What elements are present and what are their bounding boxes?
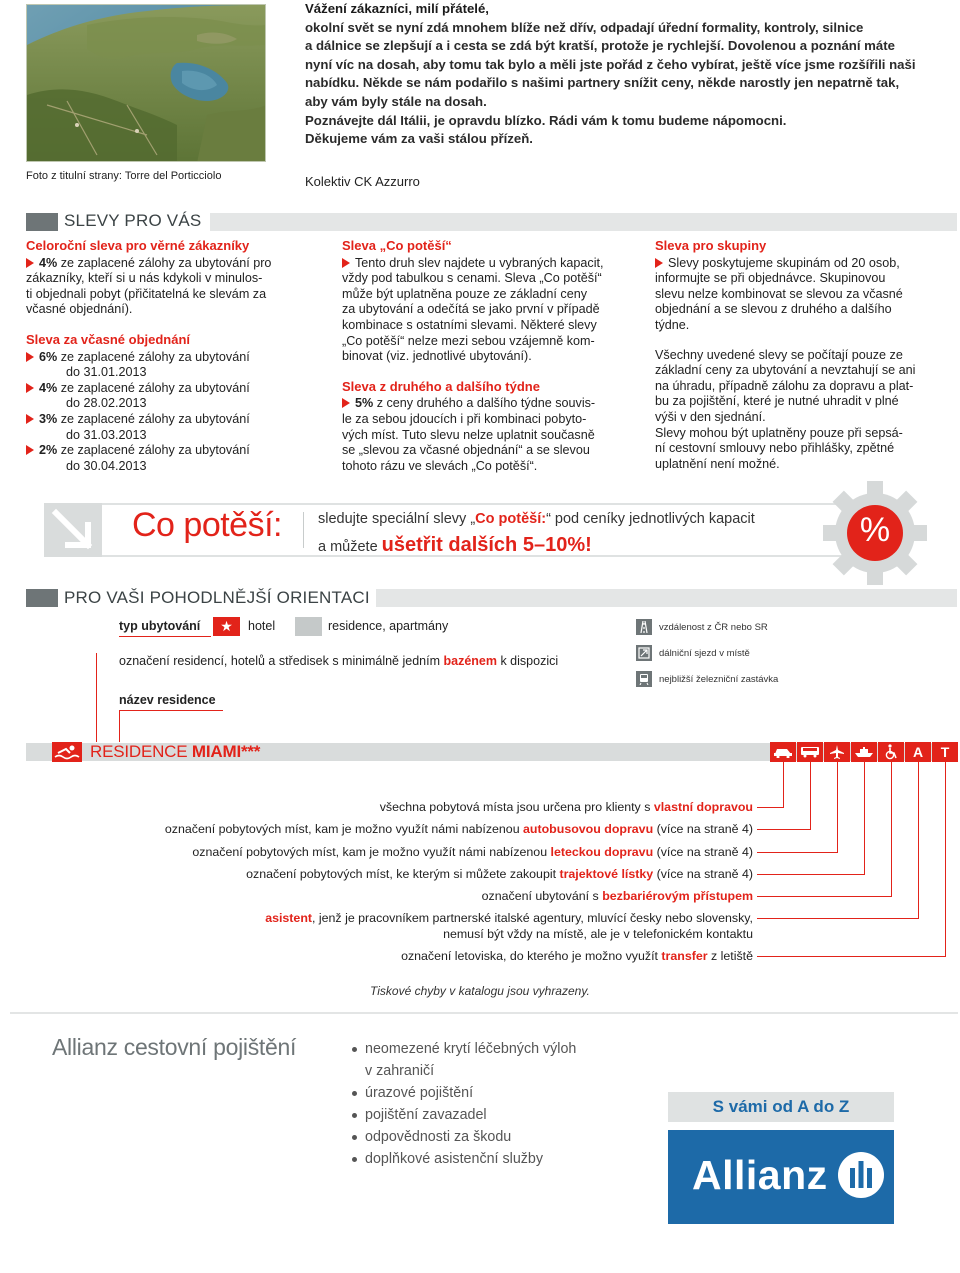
- triangle-bullet-icon: [26, 352, 34, 362]
- triangle-bullet-icon: [342, 258, 350, 268]
- discount-text: 4% ze zaplacené zálohy za ubytování pro: [26, 256, 328, 272]
- triangle-bullet-icon: [26, 258, 34, 268]
- residence-swatch: [295, 617, 322, 636]
- leader-line: [891, 762, 892, 896]
- discount-heading: Celoroční sleva pro věrné zákazníky: [26, 238, 250, 253]
- early-booking-item: 6% ze zaplacené zálohy za ubytování do 31.01.2013: [26, 350, 328, 381]
- leader-line: [864, 762, 865, 874]
- disclaimer: Tiskové chyby v katalogu jsou vyhrazeny.: [370, 984, 590, 998]
- insurance-title: Allianz cestovní pojištění: [52, 1034, 297, 1060]
- section-title-slevy: SLEVY PRO VÁS: [64, 211, 202, 230]
- allianz-logo-text: Allianz: [692, 1152, 828, 1198]
- leader-line: [757, 874, 865, 875]
- discount-column-copotesi: Sleva „Co potěší“ Tento druh slev najdete u vybraných kapacit, vždy pod tabulkou s cenami. Sleva „Co potěší“ může být uplatněna pouze ze základní ceny za ubytování a odečítá se jako první v případě kombinace s ostatními slevami. Některé slevy „Co potěší“ nelze mezi sebou vzájemně kom- binovat (viz. jednotlivé ubytování). Sleva z druhého a dalšího týdne 5% z ceny druhého a dalšího týdne souvis- le za sebou jdoucích i při kombinaci pobyto- vých míst. Tuto slevu nelze uplatnit současně se „slevou za včasné objednání“ a se slevou tohoto rázu ve slevách „Co potěší“.: [342, 238, 644, 474]
- letter-line: Děkujeme vám za vaši stálou přízeň.: [305, 131, 533, 147]
- note-transfer: označení letoviska, do kterého je možno využít transfer z letiště: [401, 949, 753, 963]
- leader-line: [837, 762, 838, 852]
- discount-heading: Sleva z druhého a dalšího týdne: [342, 378, 540, 394]
- discount-heading: Sleva pro skupiny: [655, 238, 767, 253]
- welcome-letter: [305, 0, 945, 149]
- list-item: v zahraničí: [365, 1063, 435, 1079]
- gear-percent-icon: [820, 478, 930, 588]
- legend-distance-label: vzdálenost z ČR nebo SR: [659, 622, 768, 633]
- train-icon: [636, 671, 652, 687]
- legend-name-label: název residence: [119, 693, 216, 707]
- leader-line: [757, 896, 892, 897]
- divider: [10, 1012, 958, 1014]
- triangle-bullet-icon: [26, 445, 34, 455]
- leader-line: [918, 762, 919, 918]
- legend-hotel-label: hotel: [248, 619, 276, 633]
- letter-signature: Kolektiv CK Azzurro: [305, 174, 420, 189]
- legend-underline: [119, 636, 211, 637]
- wheelchair-icon: [878, 742, 904, 762]
- banner-separator: [303, 512, 304, 548]
- note-assistant-cont: nemusí být vždy na místě, ale je v telefonickém kontaktu: [443, 927, 753, 941]
- legend-underline: [119, 710, 223, 711]
- letter-line: Poznávejte dál Itálii, je opravdu blízko. Rádi vám k tomu budeme nápomocni.: [305, 112, 787, 128]
- road-icon: [636, 619, 652, 635]
- legend-type-label: typ ubytování: [119, 619, 201, 633]
- leader-line: [945, 762, 946, 956]
- allianz-slogan: S vámi od A do Z: [668, 1092, 894, 1122]
- airplane-icon: [824, 742, 850, 762]
- early-booking-item: 2% ze zaplacené zálohy za ubytování do 30.04.2013: [26, 443, 328, 474]
- section-title-orientace: PRO VAŠI POHODLNĚJŠÍ ORIENTACI: [64, 588, 370, 607]
- leader-line: [757, 852, 838, 853]
- photo-caption: Foto z titulní strany: Torre del Porticciolo: [26, 170, 222, 182]
- letter-greeting: Vážení zákazníci, milí přátelé,: [305, 1, 489, 16]
- pool-icon: [52, 742, 82, 762]
- triangle-bullet-icon: [342, 398, 350, 408]
- triangle-bullet-icon: [26, 414, 34, 424]
- bus-icon: [797, 742, 823, 762]
- letter-line: aby vám byly stále na dosah.: [305, 93, 487, 109]
- letter-line: nabídku. Někde se nám podařilo s našimi partnery snížit ceny, někde narostly jen nepatrně tak,: [305, 75, 900, 91]
- letter-line: a dálnice se zlepšují a i cesta se zdá být kratší, protože je rychlejší. Dovolenou a poznání máte: [305, 38, 895, 54]
- early-booking-item: 4% ze zaplacené zálohy za ubytování do 28.02.2013: [26, 381, 328, 412]
- leader-line: [783, 762, 784, 807]
- copotesi-title: Co potěší:: [132, 506, 282, 544]
- discount-heading: Sleva „Co potěší“: [342, 238, 452, 253]
- transfer-icon: T: [932, 742, 958, 762]
- list-item: odpovědnosti za škodu: [352, 1126, 576, 1148]
- highway-exit-icon: [636, 645, 652, 661]
- cover-photo: [26, 4, 266, 162]
- note-barrier-free: označení ubytování s bezbariérovým přístupem: [481, 889, 753, 903]
- note-ferry-tickets: označení pobytových míst, ke kterým si můžete zakoupit trajektové lístky (více na straně 4): [246, 867, 753, 881]
- note-air-transport: označení pobytových míst, kam je možno využít námi nabízenou leteckou dopravu (více na straně 4): [192, 845, 753, 859]
- note-own-transport: všechna pobytová místa jsou určena pro klienty s vlastní dopravou: [379, 800, 753, 814]
- star-icon: ★: [213, 617, 240, 636]
- banner-text-line1: sledujte speciální slevy „Co potěší:“ pod ceníky jednotlivých kapacit: [318, 511, 755, 527]
- triangle-bullet-icon: [26, 383, 34, 393]
- ferry-icon: [851, 742, 877, 762]
- list-item: úrazové pojištění: [352, 1082, 576, 1104]
- residence-name: RESIDENCE MIAMI***: [90, 742, 261, 761]
- legend-highway-label: dálniční sjezd v místě: [659, 648, 750, 659]
- early-booking-item: 3% ze zaplacené zálohy za ubytování do 31.03.2013: [26, 412, 328, 443]
- leader-line: [757, 918, 919, 919]
- section-bar-dark: [26, 589, 58, 607]
- section-bar-light: [376, 589, 957, 607]
- legend-marker-line: [96, 653, 97, 670]
- list-item: doplňkové asistenční služby: [352, 1148, 576, 1170]
- banner-text-line2: a můžete ušetřit dalších 5–10%!: [318, 534, 592, 556]
- discount-column-groups: Sleva pro skupiny Slevy poskytujeme skupinám od 20 osob, informujte se při objednávce. Skupinovou slevu nelze kombinovat se slevou za včasné objednání a se slevou z druhého a dalšího týdne. Všechny uvedené slevy se počítají pouze ze základní ceny za ubytování a nevztahují se ani na úhradu, případně zálohu za dopravu a plat- bu za pojištění, které je nutné uhradit v plné výši v den sjednání. Slevy mohou být uplatněny pouze při sepsá- ní cestovní smlouvy nebo přihlášky, zpětné uplatnění není možné.: [655, 238, 957, 472]
- leader-line: [96, 670, 97, 742]
- letter-line: okolní svět se nyní zdá mnohem blíže než dřív, odpadají úřední formality, kontroly, silnice: [305, 19, 864, 35]
- percent-badge: %: [859, 511, 891, 549]
- leader-line: [757, 956, 946, 957]
- section-bar-dark: [26, 213, 58, 231]
- leader-line: [757, 829, 811, 830]
- triangle-bullet-icon: [655, 258, 663, 268]
- legend-rail-label: nejbližší železniční zastávka: [659, 674, 779, 685]
- legend-pool-text: označení residencí, hotelů a středisek s minimálně jedním bazénem k dispozici: [119, 654, 559, 668]
- list-item: neomezené krytí léčebných výloh: [352, 1038, 576, 1060]
- list-item: pojištění zavazadel: [352, 1104, 576, 1126]
- allianz-emblem-icon: [838, 1152, 884, 1198]
- insurance-list: [352, 1038, 576, 1170]
- diagonal-arrow-icon: [44, 503, 102, 557]
- legend-residence-label: residence, apartmány: [328, 619, 449, 633]
- letter-line: nyní víc na dosah, aby tomu tak bylo a měli jste pořád z čeho vybírat, ještě více jsme rozšířili naši: [305, 56, 916, 72]
- leader-line: [810, 762, 811, 829]
- discount-column-loyal: Celoroční sleva pro věrné zákazníky 4% ze zaplacené zálohy za ubytování pro zákazníky, kteří si u nás kdykoli v minulos- ti objednali pobyt (přičitatelná ke slevám za včasné objednání). Sleva za včasné objednání 6% ze zaplacené zálohy za ubytování do 31.01.2013 4% ze zaplacené zálohy za ubytování do 28.02.2013 3% ze zaplacené zálohy za ubytování do 31.03.2013 2% ze zaplacené zálohy za ubytování do 30.04.2013: [26, 238, 328, 474]
- leader-line: [757, 807, 784, 808]
- note-bus-transport: označení pobytových míst, kam je možno využít námi nabízenou autobusovou dopravu (více na straně 4): [164, 822, 753, 836]
- car-icon: [770, 742, 796, 762]
- section-bar-light: [210, 213, 957, 231]
- assistant-icon: A: [905, 742, 931, 762]
- banner-rule: [102, 503, 854, 505]
- note-assistant: asistent, jenž je pracovníkem partnerské italské agentury, mluvící česky nebo slovensky,: [265, 911, 753, 925]
- leader-line: [119, 710, 120, 742]
- discount-heading: Sleva za včasné objednání: [26, 331, 191, 347]
